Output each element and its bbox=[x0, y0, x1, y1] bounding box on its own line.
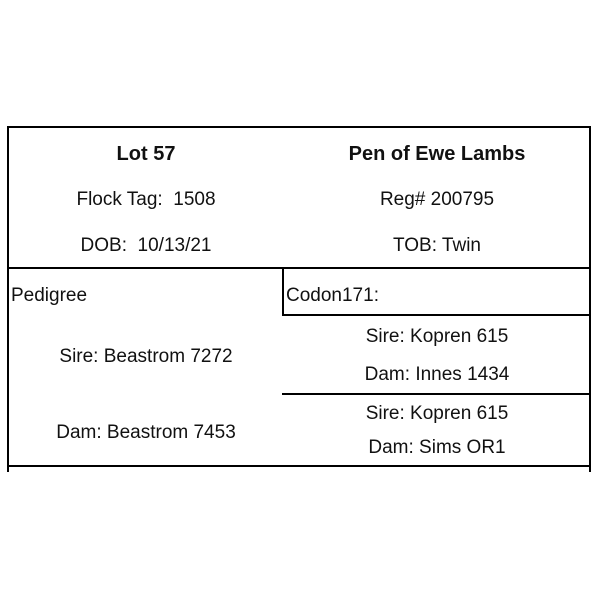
pedigree-dam: Dam: Beastrom 7453 bbox=[56, 422, 236, 443]
lot-category: Pen of Ewe Lambs bbox=[348, 143, 526, 165]
dam-line-dam: Dam: Sims OR1 bbox=[368, 437, 506, 458]
ancestry-divider bbox=[282, 393, 591, 395]
sire-line-dam: Dam: Innes 1434 bbox=[364, 364, 510, 385]
date-of-birth: DOB: 10/13/21 bbox=[80, 235, 212, 256]
flock-tag: Flock Tag: 1508 bbox=[76, 189, 216, 210]
lot-number: Lot 57 bbox=[116, 143, 176, 165]
section-divider bbox=[7, 267, 591, 269]
pedigree-label: Pedigree bbox=[11, 285, 88, 306]
type-of-birth: TOB: Twin bbox=[393, 235, 481, 256]
column-divider bbox=[282, 267, 284, 315]
codon-label: Codon171: bbox=[286, 285, 379, 306]
pedigree-sire: Sire: Beastrom 7272 bbox=[59, 346, 233, 367]
dam-line-sire: Sire: Kopren 615 bbox=[365, 403, 509, 424]
registration-number: Reg# 200795 bbox=[379, 189, 495, 210]
codon-divider bbox=[282, 314, 591, 316]
sire-line-sire: Sire: Kopren 615 bbox=[365, 326, 509, 347]
card-bottom-border bbox=[7, 465, 591, 467]
